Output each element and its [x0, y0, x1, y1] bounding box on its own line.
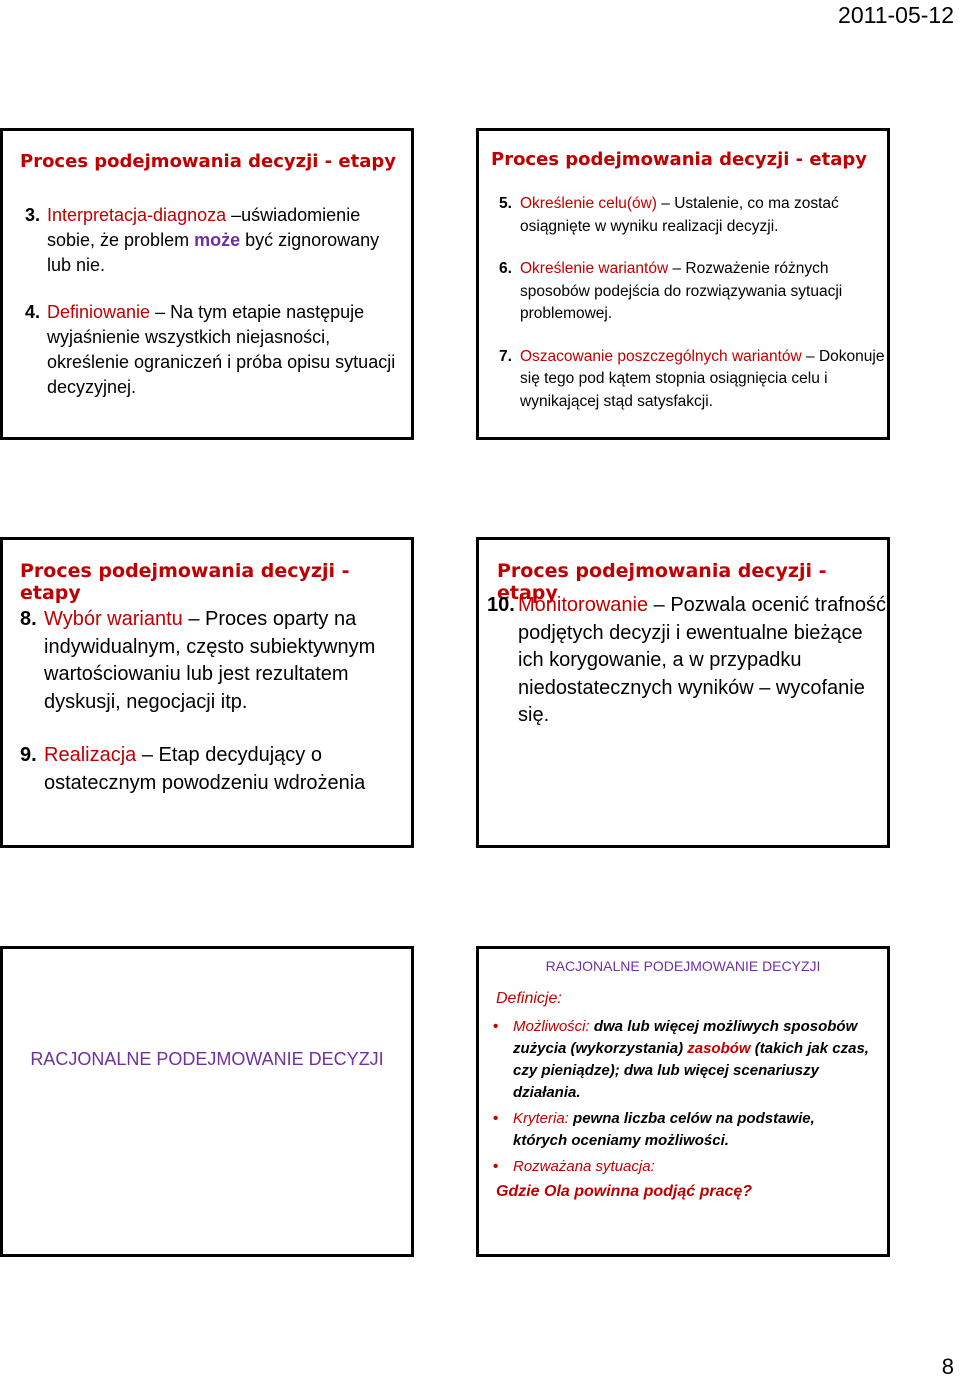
item-emphasis: może [194, 230, 241, 250]
item-text [47, 203, 405, 278]
item-term: Wybór wariantu [44, 608, 183, 630]
item-description-end: być zignorowany lub nie. [47, 230, 380, 275]
item-separator: – [656, 195, 675, 212]
slide-title: Proces podejmowania decyzji - etapy [497, 560, 827, 604]
item-emphasis: zasobów [687, 1040, 751, 1057]
header-date: 2011-05-12 [838, 2, 954, 28]
item-term: Realizacja [44, 744, 137, 766]
item-number: 9. [20, 744, 37, 766]
item-term: Możliwości: [513, 1018, 590, 1035]
item-term: Rozważana sytuacja: [513, 1158, 655, 1175]
item-separator: – [150, 302, 171, 322]
item-separator: – [226, 205, 242, 225]
slide-title: Proces podejmowania decyzji - etapy [20, 151, 396, 172]
slide-thumbnail-2 [476, 128, 890, 440]
slide-thumbnail-4 [476, 537, 890, 848]
item-text [513, 1108, 873, 1152]
list-item [20, 606, 410, 716]
item-description: Pozwala ocenić trafność podjętych decyzji i ewentualne bieżące ich korygowanie, a w przypadku niedostatecznych wyników – wycofanie się. [518, 594, 886, 726]
item-text [44, 742, 410, 797]
slide-body [487, 592, 887, 730]
item-text [44, 606, 410, 716]
item-number: 3. [25, 205, 41, 225]
slide-thumbnail-6 [476, 946, 890, 1257]
item-number: 7. [499, 347, 512, 365]
item-separator: – [136, 744, 159, 766]
item-term: Monitorowanie [518, 594, 649, 616]
item-description: dwa lub więcej możliwych sposobów zużycia (wykorzystania) [513, 1018, 858, 1057]
slide-title: RACJONALNE PODEJMOWANIE DECYZJI [30, 1049, 384, 1069]
list-item [487, 592, 887, 730]
item-term: Określenie wariantów [520, 260, 669, 277]
item-term: Kryteria: [513, 1110, 569, 1127]
bullet-icon: • [493, 1158, 499, 1175]
definitions-label: Definicje: [496, 990, 562, 1007]
item-separator: – [801, 347, 819, 365]
item-number: 8. [20, 608, 37, 630]
item-term: Określenie celu(ów) [520, 195, 657, 212]
bullet-icon: • [493, 1110, 499, 1127]
list-item [25, 300, 405, 400]
item-description: Dokonuje się tego pod kątem stopnia osiągnięcia celu i wynikającej stąd satysfakcji. [520, 347, 885, 410]
definitions-list [493, 1016, 873, 1182]
item-number: 10. [487, 594, 515, 616]
item-text [513, 1016, 873, 1104]
item-description: Proces oparty na indywidualnym, często subiektywnym wartościowaniu lub jest rezultatem dyskusji, negocjacji itp. [44, 608, 376, 713]
item-number: 6. [499, 260, 512, 277]
item-separator: – [648, 594, 671, 616]
list-item [499, 346, 889, 414]
list-item [493, 1108, 873, 1152]
slide-body [20, 606, 410, 797]
item-text [518, 592, 887, 730]
list-item [493, 1016, 873, 1104]
bullet-icon: • [493, 1018, 499, 1035]
item-term: Oszacowanie poszczególnych wariantów [520, 347, 802, 365]
slide-title: Proces podejmowania decyzji - etapy [491, 149, 867, 170]
item-description: Na tym etapie następuje wyjaśnienie wszystkich niejasności, określenie ograniczeń i próba opisu sytuacji decyzyjnej. [47, 302, 396, 397]
list-item [493, 1156, 873, 1178]
item-description-end: (takich jak czas, czy pieniądze); dwa lub więcej scenariuszy działania. [513, 1040, 869, 1101]
item-description: Etap decydujący o ostatecznym powodzeniu wdrożenia [44, 744, 366, 794]
list-item [499, 258, 889, 326]
item-text [47, 300, 405, 400]
item-description: Ustalenie, co ma zostać osiągnięte w wyniku realizacji decyzji. [520, 195, 839, 235]
list-item [499, 193, 889, 238]
item-term: Interpretacja-diagnoza [47, 205, 227, 225]
item-description: pewna liczba celów na podstawie, których oceniamy możliwości. [513, 1110, 815, 1149]
slide-thumbnail-5 [0, 946, 414, 1257]
page-number: 8 [941, 1354, 954, 1379]
item-description: uświadomienie sobie, że problem [47, 205, 361, 250]
item-number: 4. [25, 302, 41, 322]
item-separator: – [668, 260, 686, 277]
question-text: Gdzie Ola powinna podjąć pracę? [496, 1183, 753, 1200]
slide-title: Proces podejmowania decyzji - etapy [20, 560, 350, 604]
slide-title: RACJONALNE PODEJMOWANIE DECYZJI [545, 958, 821, 974]
slide-body [499, 193, 889, 413]
list-item [20, 742, 410, 797]
item-text [520, 193, 889, 238]
item-text [520, 346, 889, 414]
item-description: Rozważenie różnych sposobów podejścia do rozwiązywania sytuacji problemowej. [520, 260, 843, 322]
list-item [25, 203, 405, 278]
slide-thumbnail-1 [0, 128, 414, 440]
slide-thumbnail-3 [0, 537, 414, 848]
item-separator: – [182, 608, 206, 630]
slide-body [25, 203, 405, 400]
item-term: Definiowanie [47, 302, 151, 322]
item-text [520, 258, 889, 326]
item-number: 5. [499, 195, 512, 212]
